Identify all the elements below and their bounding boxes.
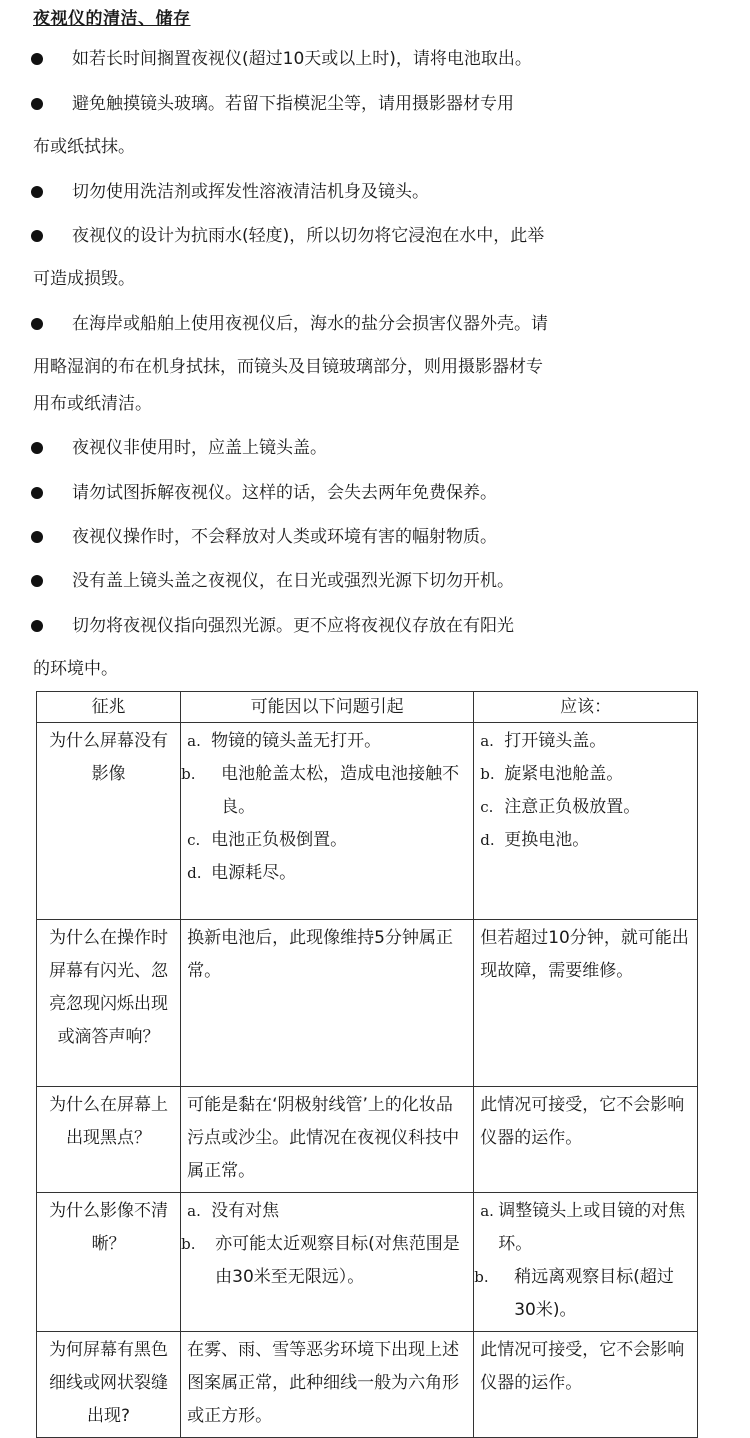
list-item: a. 物镜的镜头盖无打开。 — [187, 731, 382, 751]
action-cell: 此情况可接受，它不会影响仪器的运作。 — [474, 1332, 698, 1438]
bullet-dot-icon — [31, 531, 43, 543]
bullet-text: 如若长时间搁置夜视仪(超过10天或以上时)，请将电池取出。 — [72, 49, 532, 69]
header-action: 应该： — [474, 692, 698, 723]
bullet-text: 夜视仪非使用时，应盖上镜头盖。 — [72, 438, 327, 458]
bullet-text: 切勿将夜视仪指向强烈光源。更不应将夜视仪存放在有阳光 — [72, 616, 514, 636]
header-cause: 可能因以下问题引起 — [181, 692, 474, 723]
cause-cell: 可能是黏在‘阴极射线管’上的化妆品污点或沙尘。此情况在夜视仪科技中属正常。 — [181, 1087, 474, 1193]
cause-cell — [181, 1193, 474, 1332]
bullet-dot-icon — [31, 487, 43, 499]
list-item: d. 更换电池。 — [480, 830, 590, 850]
action-cell — [474, 723, 698, 920]
list-item: d. 电源耗尽。 — [187, 863, 297, 883]
symptom-cell: 为什么在屏幕上出现黑点？ — [37, 1087, 181, 1193]
cause-cell: 在雾、雨、雪等恶劣环境下出现上述图案属正常，此种细线一般为六角形或正方形。 — [181, 1332, 474, 1438]
bullet-dot-icon — [31, 620, 43, 632]
action-cell — [474, 1193, 698, 1332]
table-row — [37, 1193, 698, 1332]
action-cell: 但若超过10分钟，就可能出现故障，需要维修。 — [474, 920, 698, 1087]
bullet-text: 避免触摸镜头玻璃。若留下指模泥尘等，请用摄影器材专用 — [72, 94, 514, 114]
bullet-dot-icon — [31, 575, 43, 587]
header-symptom: 征兆 — [37, 692, 181, 723]
bullet-text: 夜视仪的设计为抗雨水(轻度)，所以切勿将它浸泡在水中，此举 — [72, 226, 545, 246]
symptom-cell: 为何屏幕有黑色细线或网状裂缝出现? — [37, 1332, 181, 1438]
bullet-text: 没有盖上镜头盖之夜视仪，在日光或强烈光源下切勿开机。 — [72, 571, 514, 591]
cause-cell: 换新电池后，此现像维持5分钟属正常。 — [181, 920, 474, 1087]
list-item: b. 稍远离观察目标(超过30米)。 — [474, 1267, 674, 1320]
list-item: a. 打开镜头盖。 — [480, 731, 607, 751]
cause-cell — [181, 723, 474, 920]
bullet-dot-icon — [31, 318, 43, 330]
list-item: a. 没有对焦 — [187, 1201, 280, 1221]
bullet-dot-icon — [31, 98, 43, 110]
bullet-text: 在海岸或船舶上使用夜视仪后，海水的盐分会损害仪器外壳。请 — [72, 314, 548, 334]
list-item: c. 电池正负极倒置。 — [187, 830, 348, 850]
table-row — [37, 920, 698, 1087]
symptom-cell: 为什么在操作时屏幕有闪光、忽亮忽现闪烁出现或滴答声响？ — [37, 920, 181, 1087]
list-item: c. 注意正负极放置。 — [480, 797, 641, 817]
bullet-text: 切勿使用洗洁剂或挥发性溶液清洁机身及镜头。 — [72, 182, 429, 202]
bullet-dot-icon — [31, 53, 43, 65]
list-item: a. 调整镜头上或目镜的对焦环。 — [480, 1201, 686, 1254]
symptom-cell: 为什么屏幕没有影像 — [37, 723, 181, 920]
page-title: 夜视仪的清洁、储存 — [33, 9, 191, 29]
troubleshooting-table — [36, 691, 698, 1438]
list-item: b. 旋紧电池舱盖。 — [480, 764, 624, 784]
table-header-row — [37, 692, 698, 723]
action-cell: 此情况可接受，它不会影响仪器的运作。 — [474, 1087, 698, 1193]
bullet-dot-icon — [31, 186, 43, 198]
table-row — [37, 1332, 698, 1438]
table-row — [37, 723, 698, 920]
table-row — [37, 1087, 698, 1193]
symptom-cell: 为什么影像不清晰？ — [37, 1193, 181, 1332]
list-item: b. 电池舱盖太松，造成电池接触不良。 — [181, 764, 460, 817]
bullet-text: 请勿试图拆解夜视仪。这样的话，会失去两年免费保养。 — [72, 483, 497, 503]
bullet-text: 夜视仪操作时，不会释放对人类或环境有害的幅射物质。 — [72, 527, 497, 547]
bullet-dot-icon — [31, 230, 43, 242]
bullet-dot-icon — [31, 442, 43, 454]
list-item: b. 亦可能太近观察目标(对焦范围是由30米至无限远）。 — [181, 1234, 460, 1287]
